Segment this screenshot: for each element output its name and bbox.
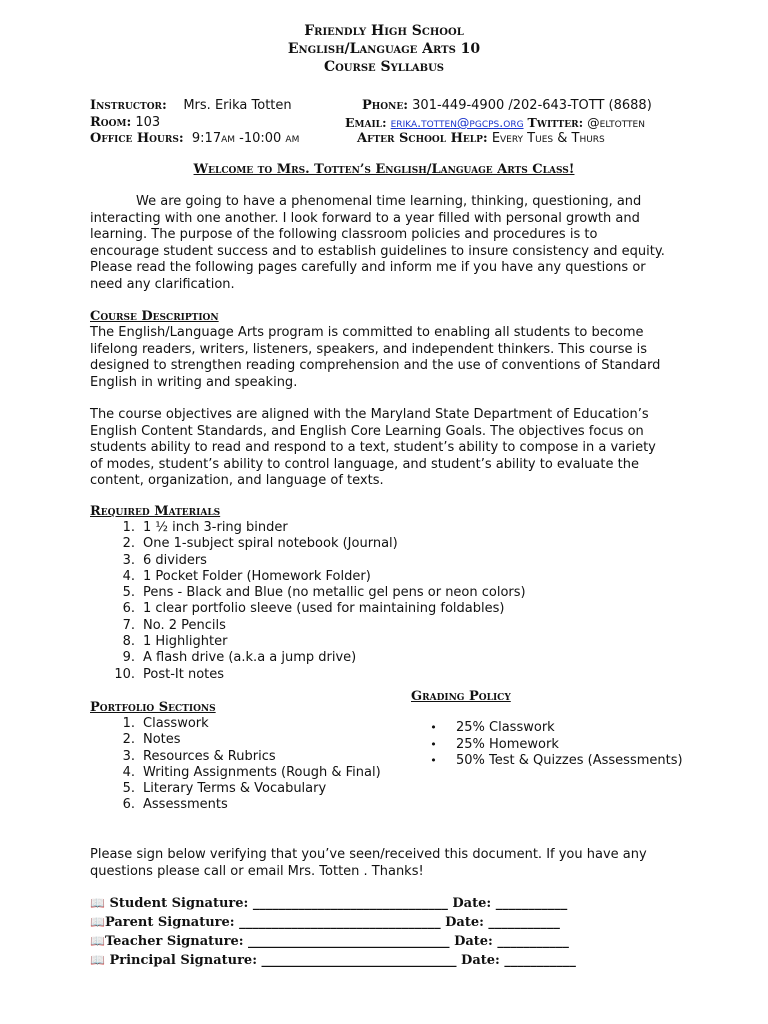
material-item	[90, 667, 668, 683]
material-item-text: 1 Highlighter	[143, 634, 228, 650]
twitter-value: @eltotten	[587, 115, 645, 130]
after-school-label: After School Help:	[357, 131, 488, 146]
material-item	[90, 618, 668, 634]
signature-row	[90, 932, 690, 951]
after-school-line	[357, 131, 605, 147]
phone-label: Phone:	[362, 98, 409, 113]
portfolio-item-number: 1.	[122, 716, 135, 731]
portfolio-heading: Portfolio Sections	[90, 700, 216, 715]
portfolio-item	[90, 732, 410, 748]
material-item-text: Post-It notes	[143, 666, 225, 682]
welcome-heading: Welcome to Mrs. Totten’s English/Language Arts Class!	[193, 162, 575, 177]
signature-date: Date: ___________	[447, 896, 568, 911]
intro-block	[90, 194, 668, 293]
instructor-line	[90, 98, 292, 114]
portfolio-item-number: 6.	[122, 797, 135, 813]
signature-row	[90, 894, 690, 913]
course-description-paragraph-1: The English/Language Arts program is committed to enabling all students to become lifelong readers, writers, listeners, speakers, and independent thinkers. This course is designed to strengthen reading comprehension and the use of conventions of Standard English in writing and speaking.	[90, 325, 661, 390]
signature-date: Date: ___________	[440, 915, 560, 930]
instructor-value: Mrs. Erika Totten	[183, 98, 292, 113]
portfolio-item	[90, 749, 410, 765]
material-item	[90, 585, 668, 601]
instructor-label: Instructor:	[90, 98, 167, 113]
material-item-number: 3.	[122, 552, 135, 568]
signature-label: Student Signature: ______________________________	[104, 896, 448, 911]
portfolio-item-number: 2.	[122, 732, 135, 748]
portfolio-item	[90, 781, 410, 797]
material-item	[90, 650, 668, 666]
grading-item-text: 50% Test & Quizzes (Assessments)	[456, 753, 683, 768]
material-item-text: A flash drive (a.k.a a jump drive)	[143, 650, 357, 666]
bullet-icon: •	[430, 721, 437, 734]
document-title: Course Syllabus	[323, 59, 445, 75]
material-item-number: 9.	[122, 650, 135, 666]
portfolio-item	[90, 797, 410, 813]
portfolio-item-text: Resources & Rubrics	[143, 748, 276, 764]
grading-item-text: 25% Classwork	[456, 720, 555, 735]
book-icon: 📖	[90, 934, 105, 948]
material-item-text: 1 ½ inch 3-ring binder	[143, 520, 288, 535]
email-line	[345, 115, 645, 131]
material-item-text: No. 2 Pencils	[143, 617, 226, 633]
course-description-heading: Course Description	[90, 309, 219, 324]
closing-paragraph: Please sign below verifying that you’ve seen/received this document. If you have any questions please call or email Mrs. Totten . Thanks!	[90, 847, 647, 879]
material-item-number: 4.	[122, 568, 135, 584]
grading-item	[411, 753, 701, 770]
course-description-paragraph-2: The course objectives are aligned with the Maryland State Department of Education’s English Content Standards, and English Core Learning Goals. The objectives focus on students ability to read and respond to a text, student’s ability to compose in a variety of modes, student’s ability to control language, and student’s ability to evaluate the content, organization, and language of texts.	[90, 407, 656, 488]
signature-label: Principal Signature: ______________________________	[104, 953, 457, 968]
welcome-block	[90, 162, 678, 177]
course-description-section	[90, 309, 668, 490]
material-item-number: 1.	[122, 520, 135, 535]
office-hours-value: 9:17am -10:00 am	[191, 131, 300, 146]
material-item-number: 7.	[122, 617, 135, 633]
bullet-icon: •	[430, 737, 437, 751]
office-hours-line	[90, 131, 299, 147]
portfolio-item-number: 4.	[122, 764, 135, 780]
required-materials-list	[90, 520, 668, 683]
material-item-text: One 1-subject spiral notebook (Journal)	[143, 536, 398, 552]
material-item	[90, 634, 668, 650]
book-icon: 📖	[90, 896, 105, 910]
grading-item	[411, 720, 701, 737]
signature-date: Date: ___________	[456, 953, 576, 968]
material-item-number: 6.	[122, 601, 135, 617]
syllabus-page	[90, 22, 690, 76]
school-name: Friendly High School	[304, 23, 464, 39]
material-item	[90, 553, 668, 569]
material-item-text: 1 clear portfolio sleeve (used for maintaining foldables)	[143, 601, 505, 617]
intro-paragraph: We are going to have a phenomenal time learning, thinking, questioning, and interacting with one another. I look forward to a year filled with personal growth and learning. The purpose of the following classroom policies and procedures is to encourage student success and to establish guidelines to insure consistency and equity. Please read the following pages carefully and inform me if you have any questions or need any clarification.	[90, 194, 665, 292]
portfolio-item-text: Literary Terms & Vocabulary	[143, 781, 327, 797]
portfolio-item-text: Classwork	[143, 716, 209, 731]
material-item-number: 10.	[114, 666, 135, 682]
portfolio-item-number: 5.	[122, 781, 135, 797]
required-materials-section	[90, 504, 668, 683]
portfolio-item-number: 3.	[122, 748, 135, 764]
room-value: 103	[135, 115, 161, 130]
signature-label: Parent Signature: _______________________________	[104, 915, 441, 930]
signature-row	[90, 913, 690, 932]
grading-list	[411, 720, 701, 770]
office-hours-label: Office Hours:	[90, 131, 184, 146]
required-materials-heading: Required Materials	[90, 504, 221, 519]
grading-section	[411, 689, 701, 770]
signature-label: Teacher Signature: _______________________________	[104, 934, 450, 949]
room-line	[90, 115, 160, 131]
material-item	[90, 569, 668, 585]
portfolio-item	[90, 716, 410, 732]
phone-value: 301-449-4900 /202-643-TOTT (8688)	[412, 98, 652, 113]
material-item-number: 2.	[122, 536, 135, 552]
signature-block	[90, 894, 690, 970]
book-icon: 📖	[90, 915, 105, 929]
signature-date: Date: ___________	[449, 934, 569, 949]
portfolio-item-text: Notes	[143, 732, 181, 748]
material-item-text: 6 dividers	[143, 552, 207, 568]
twitter-label: Twitter:	[527, 115, 584, 130]
material-item-number: 5.	[122, 585, 135, 601]
grading-item-text: 25% Homework	[456, 736, 559, 752]
portfolio-item	[90, 765, 410, 781]
book-icon: 📖	[90, 953, 105, 967]
grading-item	[411, 737, 701, 754]
portfolio-item-text: Assessments	[143, 797, 228, 813]
portfolio-item-text: Writing Assignments (Rough & Final)	[143, 764, 381, 780]
material-item-text: Pens - Black and Blue (no metallic gel pens or neon colors)	[143, 585, 526, 601]
material-item-number: 8.	[122, 634, 135, 650]
phone-line	[362, 98, 652, 114]
course-name: English/Language Arts 10	[287, 41, 481, 57]
email-link[interactable]: erika.totten@pgcps.org	[390, 115, 524, 130]
email-label: Email:	[345, 115, 387, 130]
grading-heading: Grading Policy	[411, 689, 511, 704]
portfolio-section	[90, 700, 410, 814]
bullet-icon: •	[430, 754, 437, 767]
portfolio-list	[90, 716, 410, 814]
signature-row	[90, 951, 690, 970]
material-item	[90, 601, 668, 617]
material-item	[90, 536, 668, 552]
after-school-value: Every Tues & Thurs	[491, 131, 605, 146]
material-item	[90, 520, 668, 536]
room-label: Room:	[90, 115, 132, 130]
material-item-text: 1 Pocket Folder (Homework Folder)	[143, 568, 371, 584]
closing-block	[90, 847, 680, 880]
